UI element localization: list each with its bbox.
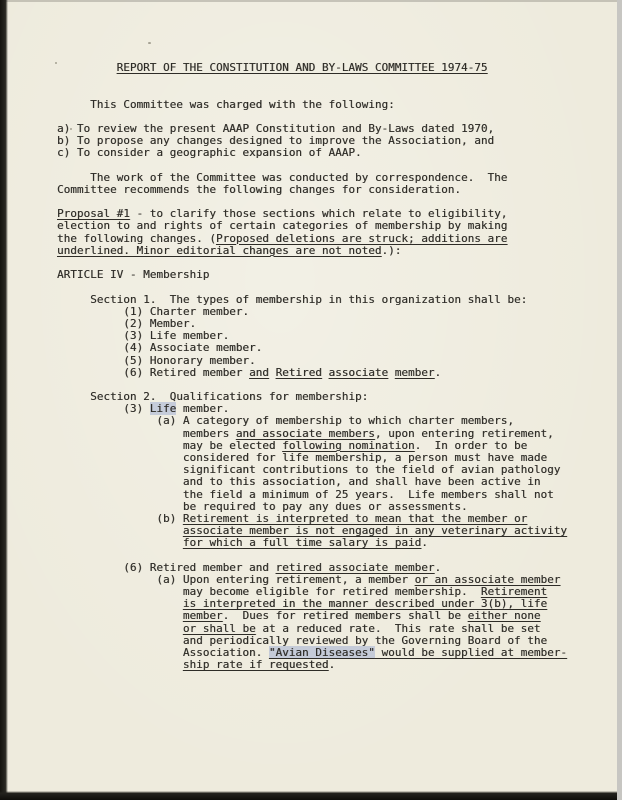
underlined-text: Retirement [480, 585, 548, 599]
text-segment: c) To consider a geographic expansion of AAAP. [57, 146, 362, 160]
scan-edge-right [617, 0, 622, 800]
document-line [57, 99, 613, 111]
text-segment: Section 1. The types of membership in this organization shall be: [57, 292, 528, 306]
underlined-text: and [249, 365, 269, 379]
text-segment: . [328, 658, 336, 672]
text-segment: the field a minimum of 25 years. Life members shall not [57, 487, 554, 501]
underlined-text: associate member is not engaged in any veterinary activity [182, 524, 567, 538]
underlined-text: or an associate member [414, 572, 561, 586]
document-line [57, 184, 613, 196]
document-line [57, 659, 613, 671]
underlined-text: or shall be [182, 621, 256, 635]
text-segment [388, 366, 395, 379]
scan-edge-top [0, 0, 622, 2]
scan-edge-left [0, 0, 8, 800]
underlined-text: either none [467, 609, 541, 623]
text-segment: (1) Charter member. [57, 304, 250, 318]
text-segment: Section 2. Qualifications for membership: [57, 390, 369, 404]
underlined-text: member [182, 609, 223, 623]
text-segment: and to this association, and shall have been active in [57, 475, 541, 489]
document-line [57, 62, 613, 74]
underlined-text: Proposed deletions are struck; additions are [215, 231, 508, 245]
text-segment: , upon entering retirement, [374, 426, 554, 440]
text-segment: at a reduced rate. This rate shall be set [255, 621, 541, 635]
text-segment: (a) A category of membership to which charter members, [57, 414, 514, 428]
document-body [57, 62, 613, 671]
document-line [57, 537, 613, 549]
text-segment: significant contributions to the field of avian pathology [57, 463, 561, 477]
text-segment: . [434, 365, 442, 379]
text-segment: ARTICLE IV - Membership [57, 268, 210, 282]
text-segment: . In order to be [414, 438, 528, 452]
underlined-text: would be supplied at member- [374, 646, 567, 659]
text-segment: (3) [57, 402, 150, 416]
scan-speck [148, 42, 151, 44]
text-segment: may be elected [57, 438, 283, 452]
text-segment [57, 622, 183, 635]
text-segment [57, 61, 117, 74]
document-line [57, 74, 613, 86]
text-segment: . Dues for retired members shall be [222, 609, 468, 623]
text-segment: considered for life membership, a person must have made [57, 451, 548, 464]
text-segment: (6) Retired member [57, 365, 250, 379]
text-segment [57, 536, 183, 549]
text-segment: (5) Honorary member. [57, 353, 256, 367]
text-segment [57, 524, 183, 537]
text-segment: - to clarify those sections which relate to eligibility, [129, 207, 508, 221]
text-segment: Committee recommends the following changes for consideration. [57, 182, 461, 196]
underlined-text: REPORT OF THE CONSTITUTION AND BY-LAWS COMMITTEE 1974-75 [116, 61, 488, 74]
text-segment: may become eligible for retired membership. [57, 585, 481, 599]
underlined-text: Retirement is interpreted to mean that the member or [182, 511, 528, 525]
underlined-text: following nomination [282, 438, 415, 452]
underlined-text: Proposal #1 [57, 207, 130, 221]
text-segment: Association. [57, 646, 269, 659]
text-segment: (3) Life member. [57, 329, 230, 343]
underlined-text: for which a full time salary is paid [182, 536, 422, 550]
document-line [57, 269, 613, 281]
document-line [57, 367, 613, 379]
underlined-text: underlined. Minor editorial changes are not noted [57, 243, 382, 257]
text-segment [269, 366, 276, 379]
underlined-text: member [394, 365, 435, 379]
text-segment [57, 597, 183, 610]
text-segment: (a) Upon entering retirement, a member [57, 572, 415, 586]
text-segment [57, 609, 183, 622]
text-segment: (4) Associate member. [57, 341, 263, 355]
text-segment: election to and rights of certain categories of membership by making [57, 219, 508, 233]
text-segment: The work of the Committee was conducted by correspondence. The [57, 170, 508, 184]
text-segment: members [57, 426, 236, 440]
text-segment [322, 366, 329, 379]
document-line [57, 147, 613, 159]
underlined-text: retired associate member [275, 560, 435, 574]
text-segment [57, 658, 183, 671]
text-segment: This Committee was charged with the following: [57, 97, 395, 111]
highlighted-text: Life [149, 402, 177, 416]
document-line [57, 245, 613, 257]
text-segment: a) To review the present AAAP Constitution and By-Laws dated 1970, [57, 121, 495, 135]
underlined-text: associate [328, 365, 389, 379]
text-segment: (2) Member. [57, 316, 197, 330]
underlined-text: is interpreted in the manner described under 3(b), life [182, 597, 548, 611]
underlined-text: ship rate if requested [182, 658, 329, 672]
text-segment: member. [176, 402, 230, 416]
underlined-text: Retired [275, 365, 322, 379]
text-segment: b) To propose any changes designed to improve the Association, and [57, 134, 495, 148]
scan-edge-bottom [0, 791, 622, 800]
underlined-text: and associate members [235, 426, 375, 440]
text-segment: be required to pay any dues or assessments. [57, 499, 468, 513]
text-segment: . [434, 560, 442, 574]
text-segment: .): [381, 243, 402, 257]
text-segment: . [421, 536, 428, 550]
text-segment: (b) [57, 511, 183, 525]
text-segment: the following changes. ( [57, 231, 216, 245]
highlighted-text: "Avian Diseases" [268, 646, 375, 659]
text-segment: and periodically reviewed by the Governing Board of the [57, 633, 548, 647]
text-segment: (6) Retired member and [57, 560, 276, 574]
